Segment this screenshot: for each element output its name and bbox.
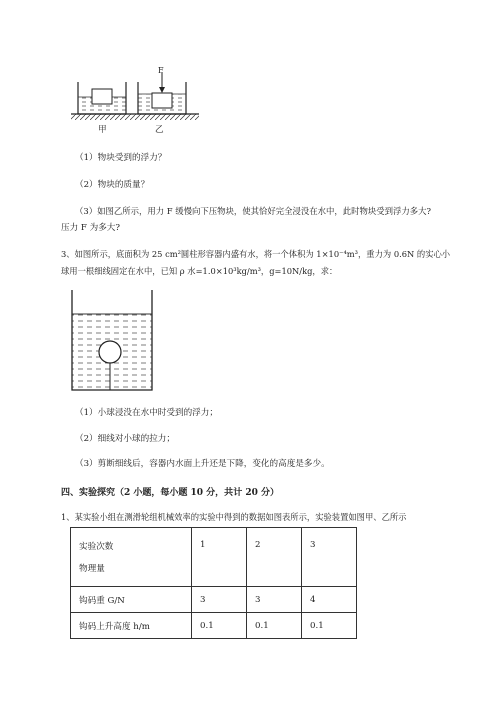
q2-sub2: （2）物块的质量？ xyxy=(75,180,150,190)
header-top: 实验次数 xyxy=(79,542,114,552)
experiment-table xyxy=(70,527,357,639)
force-label: F xyxy=(158,66,164,75)
table-cell: 2 xyxy=(247,528,302,587)
q3-sub3: （3）剪断细线后，容器内水面上升还是下降，变化的高度是多少。 xyxy=(75,459,330,469)
section4-heading: 四、实验探究（2 小题，每小题 10 分，共计 20 分） xyxy=(61,488,279,498)
table-row xyxy=(71,528,357,587)
table-cell: 0.1 xyxy=(302,613,357,639)
container-jia xyxy=(78,82,126,114)
table-cell: 0.1 xyxy=(192,613,247,639)
table-cell: 0.1 xyxy=(247,613,302,639)
table-row xyxy=(71,613,357,639)
table-cell: 3 xyxy=(247,587,302,613)
q2-sub1: （1）物块受到的浮力？ xyxy=(75,153,167,163)
table-cell: 3 xyxy=(192,587,247,613)
table-header-cell xyxy=(71,528,192,587)
header-bottom: 物理量 xyxy=(79,564,105,574)
q3-line1: 3、如图所示，底面积为 25 cm²圆柱形容器内盛有水，将一个体积为 1×10⁻⁴m³，重力为 0.6N 的实心小 xyxy=(61,249,451,259)
table-cell: 3 xyxy=(302,528,357,587)
table-cell: 4 xyxy=(302,587,357,613)
q3-sub2: （2）细线对小球的拉力； xyxy=(75,434,175,444)
q2-sub3-line2: 压力 F 为多大? xyxy=(61,223,121,233)
label-jia: 甲 xyxy=(98,125,107,135)
table-row xyxy=(71,587,357,613)
table-row-label: 钩码上升高度 h/m xyxy=(71,613,192,639)
q3-sub1: （1）小球浸没在水中时受到的浮力； xyxy=(75,408,218,418)
section4-q1-text: 1、某实验小组在测滑轮组机械效率的实验中得到的数据如图表所示，实验装置如图甲、乙所示 xyxy=(61,512,407,522)
q2-sub3-line1: （3）如图乙所示，用力 F 缓慢向下压物块，使其恰好完全浸没在水中，此时物块受到浮力多大? xyxy=(75,206,431,216)
container-yi xyxy=(138,72,186,114)
table-cell: 1 xyxy=(192,528,247,587)
table-row-label: 钩码重 G/N xyxy=(71,587,192,613)
figure-containers xyxy=(65,60,205,135)
q3-line2: 球用一根细线固定在水中，已知 ρ 水=1.0×10³kg/m³，g=10N/kg，求： xyxy=(61,266,338,276)
label-yi: 乙 xyxy=(155,125,164,135)
figure-ball-container xyxy=(68,288,156,392)
